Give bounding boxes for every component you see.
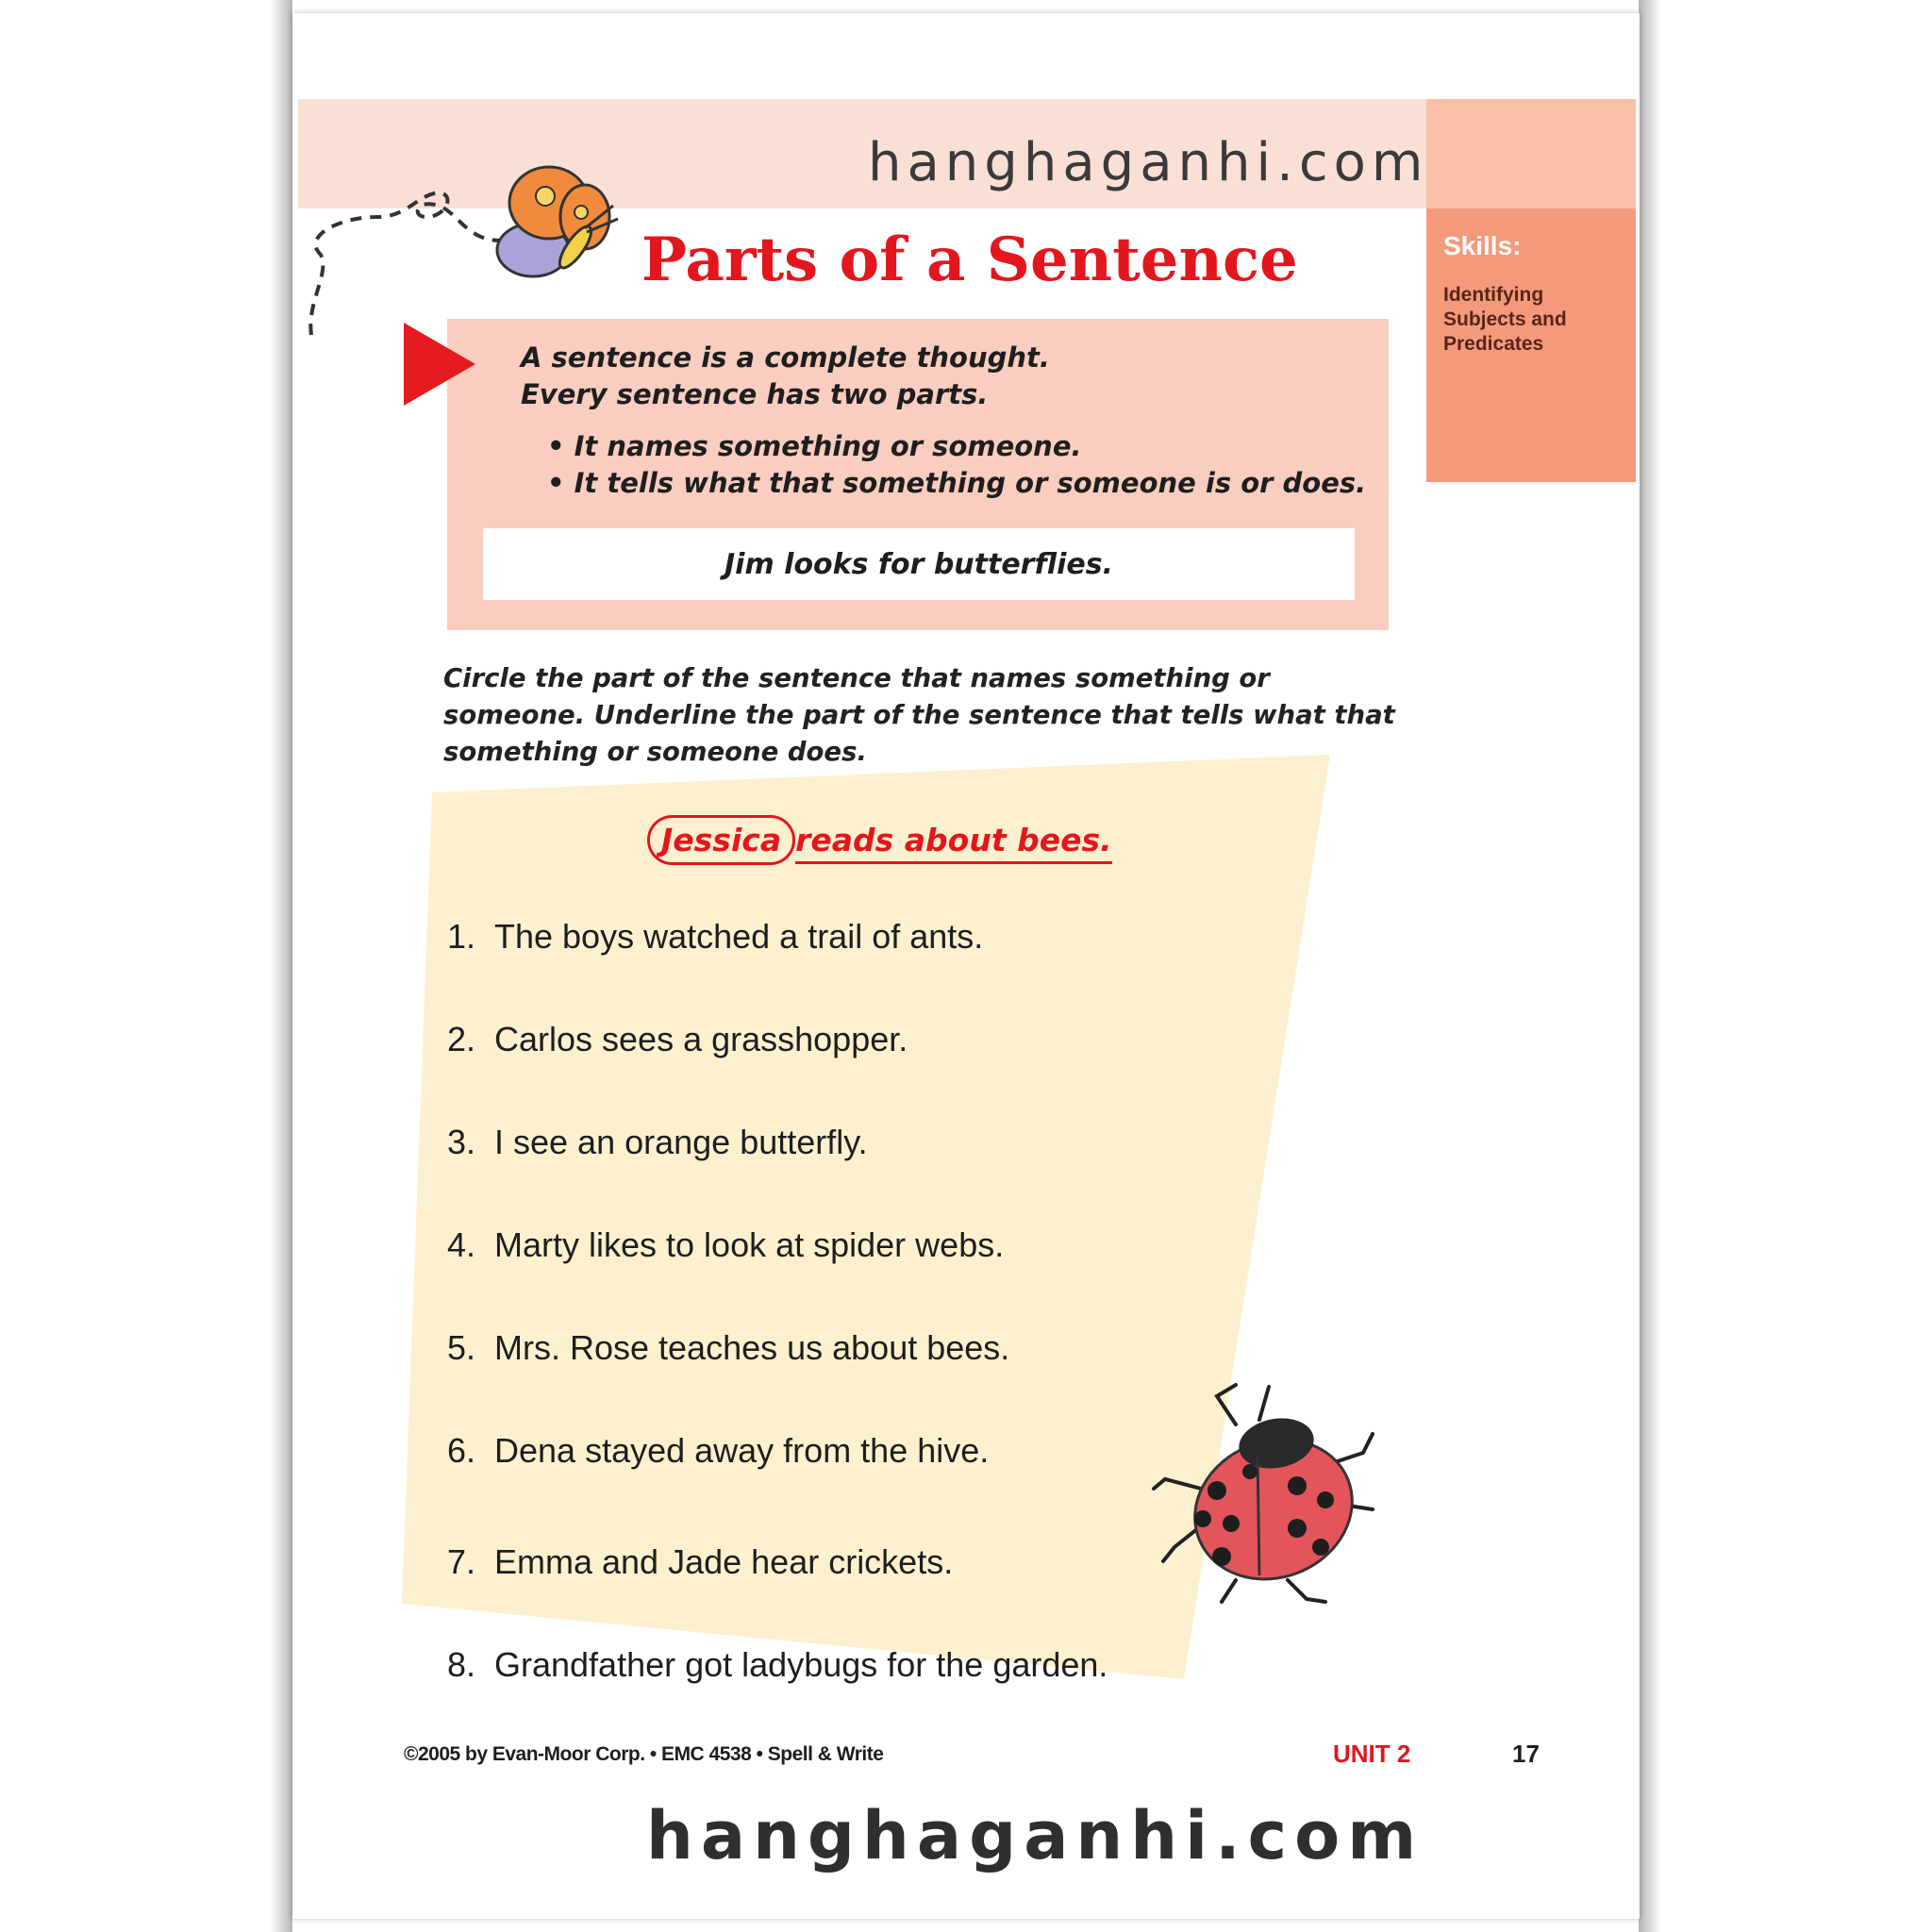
watermark-bottom: hanghaganhi.com	[646, 1797, 1424, 1874]
exercise-item[interactable]: 7. Emma and Jade hear crickets.	[447, 1542, 954, 1581]
sample-sentence	[647, 815, 1112, 865]
rule-line: Every sentence has two parts.	[521, 378, 989, 410]
example-sentence: Jim looks for butterflies.	[483, 528, 1355, 600]
exercise-sentence: Carlos sees a grasshopper.	[494, 1020, 908, 1058]
exercise-sentence: Grandfather got ladybugs for the garden.	[494, 1645, 1108, 1684]
skills-heading: Skills:	[1443, 231, 1522, 260]
exercise-sentence: Dena stayed away from the hive.	[494, 1431, 990, 1470]
exercise-item[interactable]: 5. Mrs. Rose teaches us about bees.	[447, 1328, 1010, 1367]
footer-unit: UNIT 2	[1333, 1740, 1411, 1768]
instructions: Circle the part of the sentence that names something or someone. Underline the part of the sentence that tells what that something or someone does.	[443, 663, 1395, 767]
sample-subject: Jessica	[647, 815, 795, 865]
page-number: 17	[1512, 1740, 1540, 1768]
exercise-sentence: Emma and Jade hear crickets.	[494, 1542, 954, 1581]
exercise-item[interactable]: 4. Marty likes to look at spider webs.	[447, 1225, 1005, 1264]
exercise-sentence: Mrs. Rose teaches us about bees.	[494, 1328, 1010, 1367]
ladybug-icon	[1146, 1377, 1391, 1613]
page-title: Parts of a Sentence	[641, 225, 1298, 295]
exercise-item[interactable]: 1. The boys watched a trail of ants.	[447, 917, 984, 956]
exercise-sentence: I see an orange butterfly.	[494, 1123, 868, 1161]
exercise-sentence: The boys watched a trail of ants.	[494, 917, 984, 956]
exercise-item[interactable]: 3. I see an orange butterfly.	[447, 1123, 868, 1161]
rule-line: A sentence is a complete thought.	[521, 341, 1050, 374]
exercise-sentence: Marty likes to look at spider webs.	[494, 1225, 1005, 1264]
skills-text: Identifying Subjects and Predicates	[1443, 284, 1567, 355]
footer-copyright: ©2005 by Evan-Moor Corp. • EMC 4538 • Spell & Write	[404, 1743, 884, 1765]
exercise-item[interactable]: 8. Grandfather got ladybugs for the garden.	[447, 1645, 1108, 1684]
exercise-item[interactable]: 6. Dena stayed away from the hive.	[447, 1431, 990, 1470]
rule-bullet: • It names something or someone.	[547, 430, 1082, 462]
sample-predicate: reads about bees.	[795, 822, 1112, 864]
rule-bullet: • It tells what that something or someone is or does.	[547, 467, 1367, 499]
exercise-item[interactable]: 2. Carlos sees a grasshopper.	[447, 1020, 908, 1058]
watermark-top: hanghaganhi.com	[868, 132, 1429, 193]
